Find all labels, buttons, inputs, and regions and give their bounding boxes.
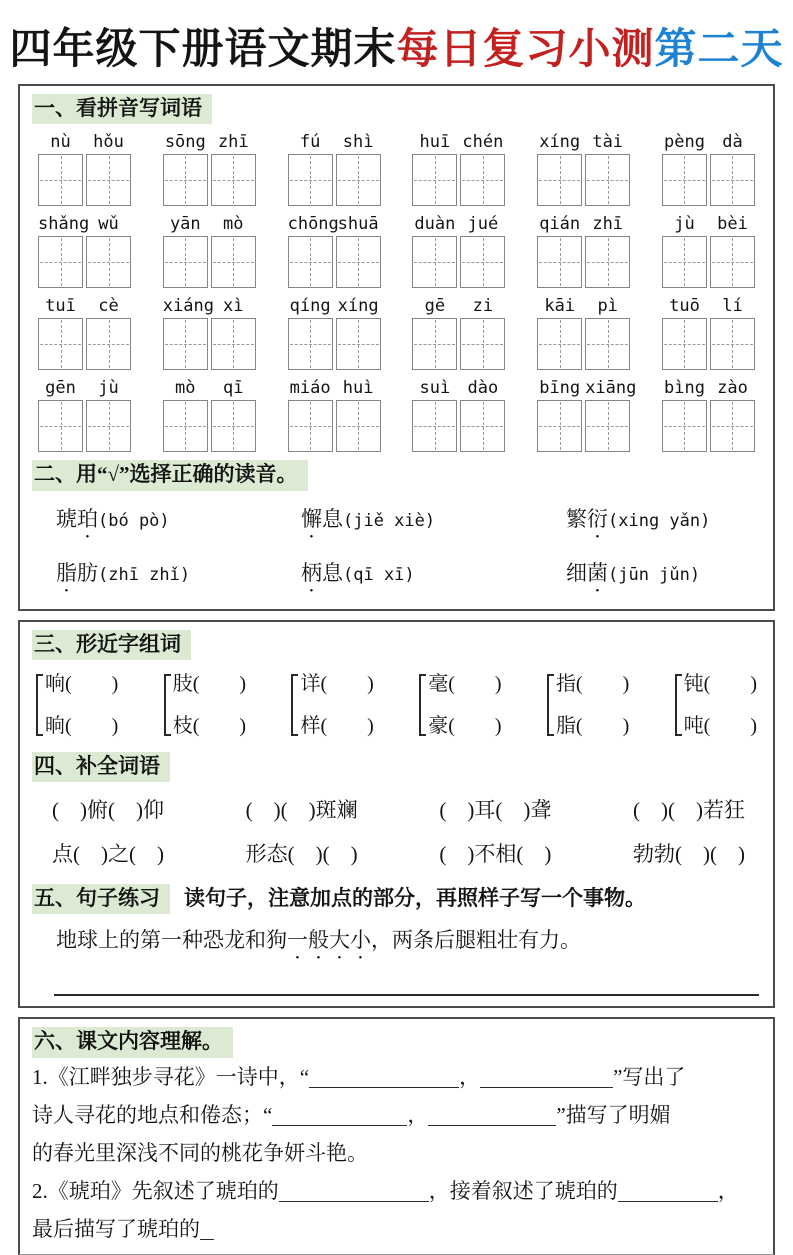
pinyin-syllable: tuī	[45, 296, 76, 317]
writing-grid-box[interactable]	[336, 154, 381, 206]
bracket-icon	[164, 674, 171, 736]
example-sentence	[56, 924, 761, 964]
pair-top[interactable]: 毫( )	[428, 672, 502, 695]
sentence-text: 地球上的第一种恐龙和狗	[56, 928, 287, 953]
dotted-char: 珀	[77, 506, 98, 531]
pinyin-word-group	[288, 296, 381, 370]
writing-grid-box[interactable]	[211, 154, 256, 206]
dotted-phrase: 一般大小	[287, 928, 371, 953]
pair-top[interactable]: 肢( )	[172, 672, 247, 695]
word-pronunciation-item[interactable]	[301, 503, 566, 543]
writing-grid-box[interactable]	[336, 236, 381, 288]
pinyin-row	[32, 378, 761, 452]
writing-grid-box[interactable]	[460, 400, 505, 452]
word-pronunciation-item[interactable]	[566, 503, 761, 543]
writing-grid-box[interactable]	[662, 154, 707, 206]
pinyin-syllable: bìng	[664, 378, 705, 399]
writing-grid-box[interactable]	[288, 154, 333, 206]
pinyin-reading: (bó pò)	[98, 510, 170, 531]
pinyin-syllable: wǔ	[98, 214, 119, 235]
pinyin-syllable: qíng	[289, 296, 331, 317]
pinyin-syllable: huì	[342, 378, 374, 399]
writing-grid-box[interactable]	[211, 400, 256, 452]
question-text: ，	[459, 1064, 481, 1089]
writing-grid-box[interactable]	[710, 236, 755, 288]
section4-heading: 四、补全词语	[32, 752, 170, 782]
question-line	[32, 1210, 761, 1248]
pinyin-word-group	[38, 296, 131, 370]
pinyin-syllable: huī	[419, 132, 451, 153]
compare-pair	[164, 672, 246, 738]
idiom-blank[interactable]: ( )耳( )聋	[439, 798, 552, 823]
question-text: 最后描写了琥珀的	[32, 1216, 200, 1241]
word-text: 繁	[566, 506, 587, 531]
bracket-icon	[547, 674, 554, 736]
writing-grid-box[interactable]	[86, 400, 131, 452]
writing-grid-box[interactable]	[288, 236, 333, 288]
section1-heading: 一、看拼音写词语	[32, 94, 212, 124]
question-text: 的春光里深浅不同的桃花争妍斗艳。	[32, 1140, 368, 1165]
pinyin-syllable: chén	[462, 132, 504, 153]
writing-grid-box[interactable]	[86, 154, 131, 206]
pinyin-reading: (jūn jǔn)	[608, 564, 701, 585]
writing-grid-box[interactable]	[710, 154, 755, 206]
writing-grid-box[interactable]	[710, 318, 755, 370]
pinyin-word-group	[537, 296, 630, 370]
pinyin-syllable: xíng	[539, 132, 581, 153]
pinyin-word-group	[537, 214, 630, 288]
word-text: 息	[322, 506, 343, 531]
fill-blank[interactable]	[428, 1103, 556, 1126]
writing-grid-box[interactable]	[710, 400, 755, 452]
writing-grid-box[interactable]	[460, 236, 505, 288]
question-line	[32, 1172, 761, 1210]
pinyin-syllable: kāi	[544, 296, 576, 317]
pinyin-syllable: nù	[50, 132, 71, 153]
pinyin-reading: (xing yǎn)	[608, 510, 711, 531]
question-text: ，	[717, 1178, 739, 1203]
pair-top[interactable]: 详( )	[300, 672, 374, 695]
dotted-char: 柄	[301, 560, 322, 585]
pinyin-syllable: bīng	[539, 378, 581, 399]
pinyin-word-group	[662, 132, 755, 206]
pinyin-syllable: gēn	[45, 378, 76, 399]
compare-pairs-row	[32, 672, 761, 738]
pinyin-word-group	[537, 132, 630, 206]
pinyin-row	[32, 214, 761, 288]
pinyin-word-group	[412, 132, 505, 206]
pinyin-syllable: sōng	[164, 132, 206, 153]
bracket-icon	[36, 674, 43, 736]
writing-grid-box[interactable]	[460, 318, 505, 370]
writing-grid-box[interactable]	[412, 154, 457, 206]
writing-grid-box[interactable]	[662, 400, 707, 452]
writing-grid-box[interactable]	[38, 236, 83, 288]
writing-grid-box[interactable]	[537, 154, 582, 206]
pinyin-syllable: tài	[592, 132, 624, 153]
section5-heading-line	[32, 882, 761, 914]
question-text: ，接着叙述了琥珀的	[428, 1178, 618, 1203]
idiom-blank[interactable]: 形态( )( )	[245, 842, 358, 867]
question-text: ”描写了明媚	[556, 1102, 671, 1127]
writing-grid-box[interactable]	[537, 318, 582, 370]
word-pronunciation-item[interactable]	[56, 557, 301, 597]
pinyin-syllable: shì	[342, 132, 374, 153]
title-red: 每日复习小测	[396, 24, 655, 73]
pinyin-syllable: shǎng	[38, 214, 90, 235]
idiom-blank[interactable]: 点( )之( )	[52, 842, 164, 867]
pronunciation-choice-list	[56, 503, 761, 597]
pinyin-word-group	[38, 132, 131, 206]
idiom-blank[interactable]: ( )( )斑斓	[245, 798, 358, 823]
title-black: 四年级下册语文期末	[9, 24, 397, 73]
pinyin-word-group	[537, 378, 637, 452]
writing-grid-box[interactable]	[336, 400, 381, 452]
writing-grid-box[interactable]	[585, 154, 630, 206]
pinyin-word-group	[412, 296, 505, 370]
compare-pair	[291, 672, 373, 738]
section3-heading: 三、形近字组词	[32, 630, 191, 660]
pinyin-reading: (jiě xiè)	[343, 510, 436, 531]
pinyin-word-group	[288, 214, 381, 288]
pair-bottom[interactable]: 脂( )	[555, 714, 630, 737]
question-text: ”写出了	[613, 1064, 686, 1089]
idiom-blank[interactable]: ( )俯( )仰	[52, 798, 164, 823]
pair-bottom[interactable]: 豪( )	[428, 714, 502, 737]
pinyin-syllable: cè	[98, 296, 119, 317]
pinyin-syllable: gē	[424, 296, 446, 317]
writing-grid-box[interactable]	[662, 318, 707, 370]
worksheet-page	[0, 16, 793, 1241]
pinyin-reading: (qī xī)	[343, 564, 415, 585]
pinyin-syllable: dà	[722, 132, 743, 153]
bracket-icon	[291, 674, 298, 736]
pair-bottom[interactable]: 晌( )	[45, 714, 119, 737]
section-box-2	[18, 620, 775, 1009]
question-text: 2.《琥珀》先叙述了琥珀的	[32, 1178, 279, 1203]
pinyin-syllable: zhī	[217, 132, 249, 153]
writing-grid-box[interactable]	[38, 400, 83, 452]
fill-idiom-row	[32, 838, 761, 868]
pinyin-syllable: chōng	[287, 214, 339, 235]
pinyin-syllable: dào	[467, 378, 499, 399]
pinyin-syllable: miáo	[289, 378, 331, 399]
section-box-3	[18, 1017, 775, 1254]
pinyin-syllable: qián	[539, 214, 581, 235]
question-text: ，	[407, 1102, 429, 1127]
pinyin-word-group	[412, 214, 505, 288]
compare-pair	[419, 672, 501, 738]
sentence-text: ，两条后腿粗壮有力。	[371, 928, 581, 953]
writing-grid-box[interactable]	[163, 400, 208, 452]
pair-bottom[interactable]: 样( )	[300, 714, 374, 737]
fill-blank[interactable]	[618, 1179, 718, 1202]
writing-grid-box[interactable]	[460, 154, 505, 206]
pinyin-word-group	[662, 378, 755, 452]
fill-blank[interactable]	[309, 1065, 459, 1088]
pinyin-syllable: lí	[722, 296, 743, 317]
pinyin-word-group	[662, 296, 755, 370]
writing-grid-box[interactable]	[412, 236, 457, 288]
pinyin-word-group	[38, 214, 131, 288]
fill-blank[interactable]	[480, 1065, 613, 1088]
question-text: 诗人寻花的地点和倦态；“	[32, 1102, 273, 1127]
pair-top[interactable]: 指( )	[555, 672, 630, 695]
dotted-char: 懈	[301, 506, 322, 531]
pair-top[interactable]: 钝( )	[683, 672, 757, 695]
writing-grid-box[interactable]	[38, 154, 83, 206]
pinyin-syllable: suì	[419, 378, 451, 399]
word-text: 琥	[56, 506, 77, 531]
pinyin-syllable: bèi	[717, 214, 748, 235]
pinyin-word-group	[288, 132, 381, 206]
pinyin-word-group	[662, 214, 755, 288]
writing-grid-box[interactable]	[163, 318, 208, 370]
word-text: 细	[566, 560, 587, 585]
pinyin-syllable: qī	[223, 378, 244, 399]
bracket-icon	[675, 674, 682, 736]
fill-idiom-row	[32, 794, 761, 824]
pinyin-syllable: duàn	[414, 214, 456, 235]
writing-grid-box[interactable]	[163, 236, 208, 288]
pinyin-syllable: xiāng	[585, 378, 637, 399]
fill-blank[interactable]	[200, 1217, 214, 1240]
pinyin-syllable: pì	[597, 296, 618, 317]
pinyin-syllable: jù	[674, 214, 695, 235]
writing-grid-box[interactable]	[163, 154, 208, 206]
page-title	[0, 16, 793, 76]
dotted-char: 衍	[587, 506, 608, 531]
pinyin-syllable: pèng	[664, 132, 705, 153]
pinyin-word-group	[163, 214, 256, 288]
pinyin-syllable: zhī	[592, 214, 624, 235]
section5-instruction: 读句子，注意加点的部分，再照样子写一个事物。	[184, 886, 646, 911]
writing-grid-box[interactable]	[585, 400, 630, 452]
fill-blank[interactable]	[279, 1179, 429, 1202]
writing-grid-box[interactable]	[211, 318, 256, 370]
writing-grid-box[interactable]	[86, 318, 131, 370]
pinyin-word-group	[38, 378, 131, 452]
dotted-char: 脂	[56, 560, 77, 585]
compare-pair	[675, 672, 757, 738]
pinyin-word-group	[163, 378, 256, 452]
pinyin-syllable: xíng	[337, 296, 379, 317]
word-pronunciation-item[interactable]	[566, 557, 761, 597]
section5-heading: 五、句子练习	[32, 884, 170, 914]
question-line	[32, 1134, 761, 1172]
compare-pair	[547, 672, 629, 738]
pinyin-syllable: zi	[472, 296, 494, 317]
pinyin-syllable: jù	[98, 378, 119, 399]
question-text: 1.《江畔独步寻花》一诗中，“	[32, 1064, 310, 1089]
idiom-blank[interactable]: 勃勃( )( )	[633, 842, 745, 867]
writing-grid-box[interactable]	[288, 400, 333, 452]
section-box-1	[18, 84, 775, 611]
writing-grid-box[interactable]	[585, 236, 630, 288]
fill-blank[interactable]	[272, 1103, 407, 1126]
writing-grid-box[interactable]	[412, 400, 457, 452]
pinyin-syllable: shuā	[337, 214, 379, 235]
compare-pair	[36, 672, 118, 738]
writing-grid-box[interactable]	[585, 318, 630, 370]
writing-grid-box[interactable]	[537, 400, 582, 452]
pinyin-syllable: mò	[223, 214, 244, 235]
pair-bottom[interactable]: 吨( )	[683, 714, 757, 737]
pair-bottom[interactable]: 枝( )	[172, 714, 247, 737]
pinyin-row	[32, 132, 761, 206]
pinyin-syllable: jué	[467, 214, 499, 235]
pinyin-syllable: zào	[717, 378, 748, 399]
answer-line[interactable]	[54, 964, 759, 996]
section6-heading: 六、课文内容理解。	[32, 1027, 233, 1057]
writing-grid-box[interactable]	[211, 236, 256, 288]
idiom-blank[interactable]: ( )不相( )	[439, 842, 552, 867]
pinyin-word-group	[412, 378, 505, 452]
writing-grid-box[interactable]	[537, 236, 582, 288]
word-pronunciation-item[interactable]	[301, 557, 566, 597]
pinyin-syllable: fú	[299, 132, 321, 153]
pinyin-row	[32, 296, 761, 370]
pinyin-syllable: tuō	[669, 296, 700, 317]
writing-grid-box[interactable]	[336, 318, 381, 370]
bracket-icon	[419, 674, 426, 736]
pinyin-word-group	[288, 378, 381, 452]
writing-grid-box[interactable]	[86, 236, 131, 288]
pinyin-reading: (zhī zhǐ)	[98, 564, 191, 585]
writing-grid-box[interactable]	[38, 318, 83, 370]
word-pronunciation-item[interactable]	[56, 503, 301, 543]
pinyin-syllable: hǒu	[93, 132, 124, 153]
writing-grid-box[interactable]	[288, 318, 333, 370]
pinyin-syllable: yān	[169, 214, 201, 235]
writing-grid-box[interactable]	[412, 318, 457, 370]
question-line	[32, 1058, 761, 1096]
pinyin-syllable: xiáng	[162, 296, 214, 317]
title-blue: 第二天	[654, 24, 784, 73]
question-line	[32, 1096, 761, 1134]
idiom-blank[interactable]: ( )( )若狂	[633, 798, 745, 823]
dotted-char: 菌	[587, 560, 608, 585]
pinyin-word-group	[163, 296, 256, 370]
word-text: 肪	[77, 560, 98, 585]
pinyin-syllable: xì	[223, 296, 244, 317]
word-text: 息	[322, 560, 343, 585]
pinyin-syllable: mò	[175, 378, 196, 399]
writing-grid-box[interactable]	[662, 236, 707, 288]
pair-top[interactable]: 响( )	[45, 672, 119, 695]
section2-heading: 二、用“√”选择正确的读音。	[32, 460, 308, 490]
pinyin-word-group	[163, 132, 256, 206]
